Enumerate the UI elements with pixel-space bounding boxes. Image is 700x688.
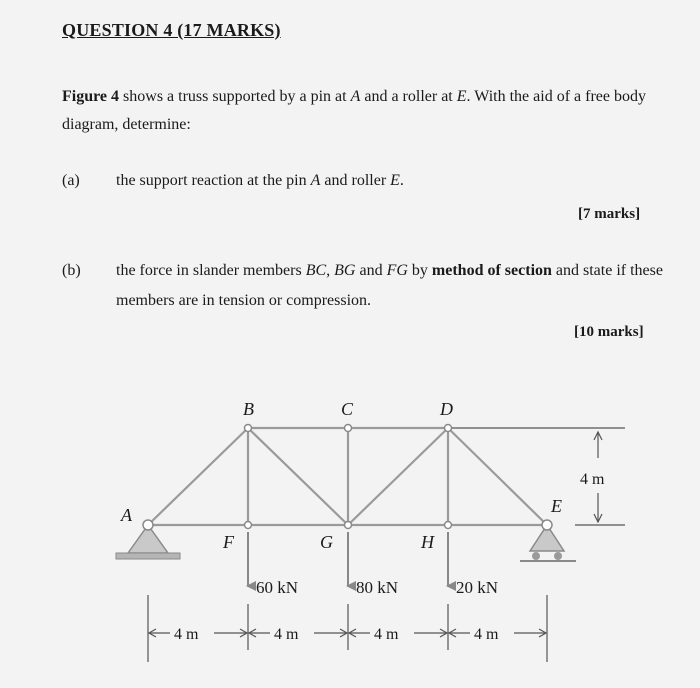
figure-reference: Figure 4 bbox=[62, 88, 120, 105]
roller-joint-e bbox=[542, 520, 552, 530]
pin-base bbox=[116, 553, 180, 559]
roller-wheel-right bbox=[554, 552, 562, 560]
label-g: G bbox=[320, 532, 333, 552]
joint-c bbox=[345, 425, 352, 432]
roller-wheel-left bbox=[532, 552, 540, 560]
label-d: D bbox=[440, 399, 453, 419]
joint-g bbox=[345, 522, 352, 529]
pin-label: A bbox=[350, 88, 361, 105]
roller-support-e bbox=[520, 520, 576, 561]
member-de bbox=[448, 428, 547, 525]
label-b: B bbox=[243, 399, 254, 419]
label-h: H bbox=[421, 532, 434, 552]
joint-h bbox=[445, 522, 452, 529]
member-bg bbox=[248, 428, 348, 525]
height-dim-label: 4 m bbox=[580, 471, 605, 488]
joint-d bbox=[445, 425, 452, 432]
span-label-4: 4 m bbox=[474, 626, 499, 643]
span-labels bbox=[174, 626, 499, 643]
joint-b bbox=[245, 425, 252, 432]
part-a-text: the support reaction at the pin A and roller E. bbox=[116, 172, 404, 189]
span-label-2: 4 m bbox=[274, 626, 299, 643]
part-a-marks: [7 marks] bbox=[578, 206, 641, 222]
question-intro: Figure 4 shows a truss supported by a pin at A and a roller at E. With the aid of a free body diagram, determine: bbox=[62, 88, 646, 133]
label-a: A bbox=[121, 505, 132, 525]
span-label-1: 4 m bbox=[174, 626, 199, 643]
label-f: F bbox=[223, 532, 234, 552]
truss-members bbox=[148, 428, 547, 525]
load-label-f: 60 kN bbox=[256, 578, 299, 597]
label-e: E bbox=[551, 496, 562, 516]
member-gd bbox=[348, 428, 448, 525]
roller-label: E bbox=[456, 88, 467, 105]
label-c: C bbox=[341, 399, 354, 419]
pin-joint-a bbox=[143, 520, 153, 530]
load-label-g: 80 kN bbox=[356, 578, 399, 597]
joint-f bbox=[245, 522, 252, 529]
span-label-3: 4 m bbox=[374, 626, 399, 643]
truss-figure bbox=[0, 380, 700, 680]
part-b-text: the force in slander members BC, BG and FG by method of section and state if these members are in tension or compression. bbox=[116, 262, 663, 309]
part-b-marks: [10 marks] bbox=[574, 324, 644, 340]
part-b-label: (b) bbox=[62, 262, 81, 279]
question-heading: QUESTION 4 (17 MARKS) bbox=[62, 20, 281, 40]
member-ab bbox=[148, 428, 248, 525]
part-a-label: (a) bbox=[62, 172, 80, 189]
load-label-h: 20 kN bbox=[456, 578, 499, 597]
load-labels bbox=[256, 578, 498, 597]
